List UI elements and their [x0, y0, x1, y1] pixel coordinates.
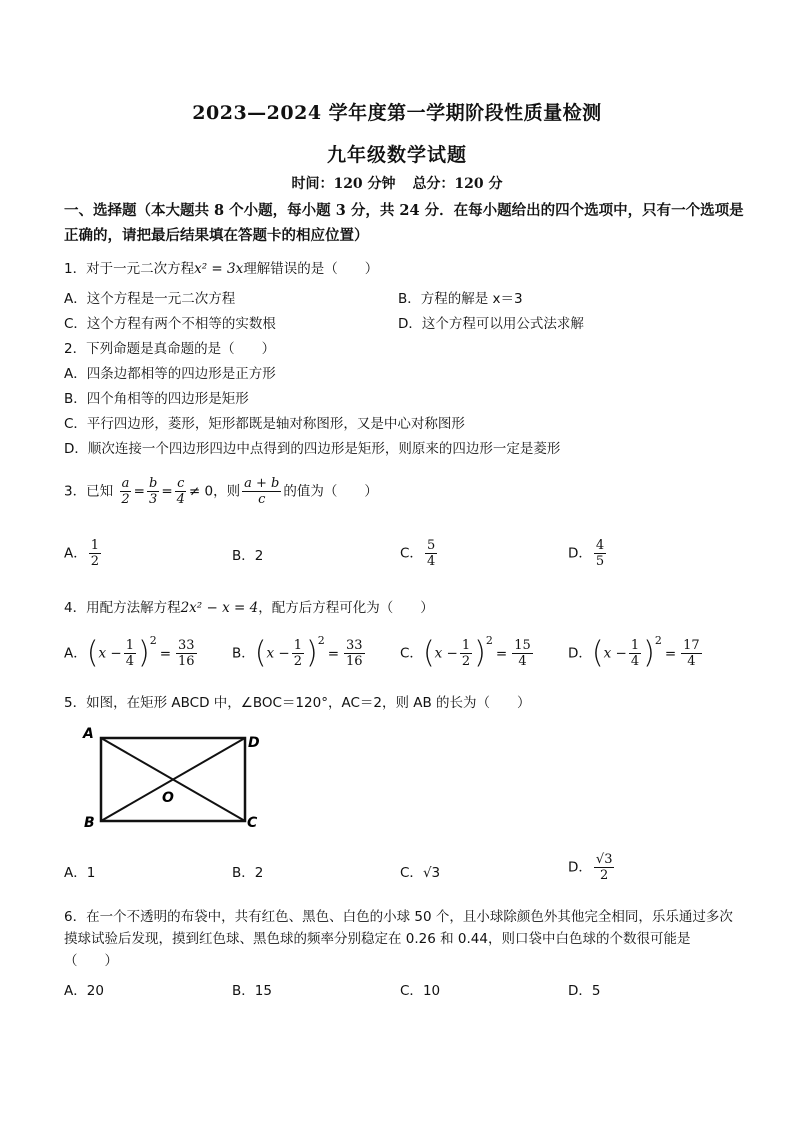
q6-option-b: B．15 [232, 983, 272, 999]
rectangle-figure [80, 722, 270, 832]
vertex-b-label: B [84, 815, 95, 831]
q6-option-a: A．20 [64, 983, 104, 999]
vertex-d-label: D [248, 735, 260, 751]
q5-option-c: C．√3 [400, 865, 441, 881]
question-3-stem: 3．已知 $\frac{a}{2}$ = $\frac{b}{3}$ = $\frac{c}{4}$ ≠ 0，则 $\frac{a + b}{c}$ 的值为（ ） [64, 476, 378, 507]
q1-option-c: C．这个方程有两个不相等的实数根 [64, 316, 276, 332]
q3-frac-c: $\frac{c}{4}$ [176, 476, 185, 507]
q2-option-a: A．四条边都相等的四边形是正方形 [64, 366, 276, 382]
exam-title: 2023—2024 学年度第一学期阶段性质量检测 [192, 102, 602, 124]
vertex-c-label: C [247, 815, 258, 831]
q5-option-b: B．2 [232, 865, 264, 881]
q2-option-d: D．顺次连接一个四边形四边中点得到的四边形是矩形，则原来的四边形一定是菱形 [64, 441, 561, 457]
q2-option-b: B．四个角相等的四边形是矩形 [64, 391, 249, 407]
q3-option-b: B．2 [232, 548, 264, 564]
center-o-label: O [162, 790, 174, 806]
q1-option-a: A．这个方程是一元二次方程 [64, 291, 236, 307]
q4-option-b: B．(x − $\frac{1}{2}$ )$^2$= $\frac{33}{16}$ [232, 633, 363, 671]
exam-info [0, 173, 794, 193]
q2-option-c: C．平行四边形，菱形，矩形都既是轴对称图形，又是中心对称图形 [64, 416, 465, 432]
question-1-stem: 1．对于一元二次方程x² = 3x理解错误的是（ ） [64, 261, 379, 277]
question-4-stem: 4．用配方法解方程2x² − x = 4，配方后方程可化为（ ） [64, 600, 434, 616]
q1-option-b: B．方程的解是 x＝3 [398, 291, 523, 307]
question-2-stem: 2．下列命题是真命题的是（ ） [64, 341, 276, 357]
q3-frac-b: $\frac{b}{3}$ [148, 476, 158, 507]
q1-option-d: D．这个方程可以用公式法求解 [398, 316, 584, 332]
section-heading: 一、选择题（本大题共 8 个小题，每小题 3 分，共 24 分．在每小题给出的四个选项中，只有一个选项是正确的，请把最后结果填在答题卡的相应位置） [64, 202, 744, 244]
q3-option-c: C． $\frac{5}{4}$ [400, 538, 436, 569]
q5-option-a: A．1 [64, 865, 96, 881]
q4-equation: 2x² − x = 4 [180, 600, 259, 616]
q3-option-d: D． $\frac{4}{5}$ [568, 538, 605, 569]
q3-option-a: A． $\frac{1}{2}$ [64, 538, 100, 569]
time-limit: 时间：120 分钟 [291, 176, 396, 192]
q4-option-c: C．(x − $\frac{1}{2}$ )$^2$= $\frac{15}{4}$ [400, 633, 531, 671]
q6-option-c: C．10 [400, 983, 441, 999]
q3-expression: $\frac{a + b}{c}$ [244, 476, 280, 507]
q4-option-d: D．(x − $\frac{1}{4}$ )$^2$= $\frac{17}{4}$ [568, 633, 700, 671]
vertex-a-label: A [83, 726, 94, 742]
total-score: 总分：120 分 [412, 176, 503, 192]
q3-frac-a: $\frac{a}{2}$ [121, 476, 130, 507]
question-6-stem: 6．在一个不透明的布袋中，共有红色、黑色、白色的小球 50 个，且小球除颜色外其他完全相同，乐乐通过多次摸球试验后发现，摸到红色球、黑色球的频率分别稳定在 0.26 和 0.44，则口袋中白色球的个数很可能是（ ） [64, 909, 733, 969]
q5-option-d: D． $\frac{√3}{2}$ [568, 852, 613, 883]
q6-option-d: D．5 [568, 983, 601, 999]
q4-option-a: A．(x − $\frac{1}{4}$ )$^2$= $\frac{33}{16}$ [64, 633, 195, 671]
question-5-stem: 5．如图，在矩形 ABCD 中，∠BOC＝120°，AC＝2，则 AB 的长为（ ） [64, 695, 531, 711]
exam-subtitle: 九年级数学试题 [326, 144, 467, 166]
q1-equation: x² = 3x [194, 261, 244, 277]
